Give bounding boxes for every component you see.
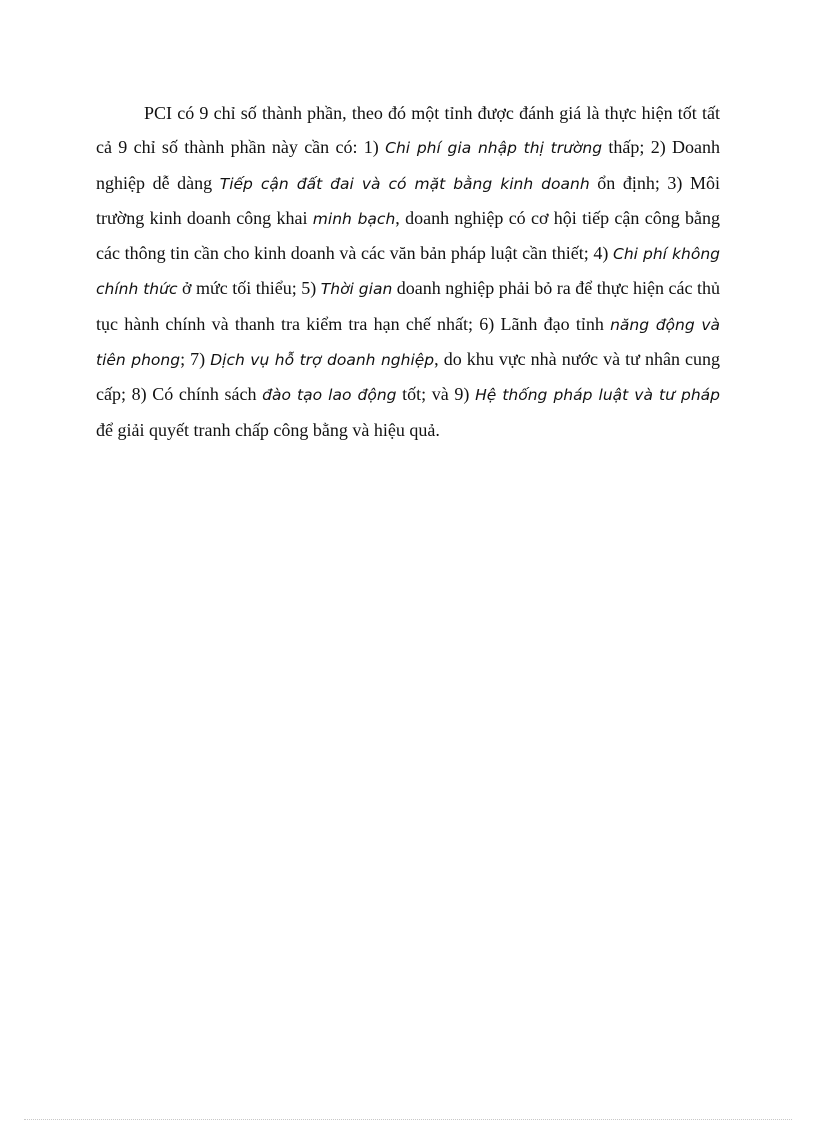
italic-term: Chi phí không chính thức (96, 245, 720, 299)
italic-term: Hệ thống pháp luật và tư pháp (475, 386, 720, 405)
italic-term: Tiếp cận đất đai và có mặt bằng kinh doanh (219, 174, 590, 193)
italic-term: đào tạo lao động (262, 386, 397, 405)
text-run: thấp; 2) Doanh nghiệp dễ dàng (96, 137, 721, 193)
text-run: để giải quyết tranh chấp công bằng và hiệu quả. (96, 419, 440, 440)
italic-term: minh bạch (312, 209, 396, 228)
italic-term: năng động và tiên phong (96, 315, 721, 370)
italic-term: Dịch vụ hỗ trợ doanh nghiệp (210, 351, 435, 370)
italic-term: Chi phí gia nhập thị trường (385, 139, 603, 158)
text-run: , doanh nghiệp có cơ hội tiếp cận công bằng các thông tin cần cho kinh doanh và các văn bản pháp luật cần thiết; 4) (96, 207, 720, 264)
page-bottom-divider (24, 1119, 792, 1120)
text-run: ở mức tối thiểu; 5) (177, 278, 321, 299)
text-run: ổn định; 3) Môi trường kinh doanh công khai (96, 172, 720, 228)
text-run: ; 7) (180, 349, 211, 370)
text-run: PCI có 9 chỉ số thành phần, theo đó một tỉnh được đánh giá là thực hiện tốt tất cả 9 chỉ số thành phần này cần có: 1) (96, 103, 720, 158)
text-run: tốt; và 9) (396, 384, 476, 405)
italic-term: Thời gian (320, 280, 393, 299)
body-paragraph (96, 96, 720, 447)
text-run: , do khu vực nhà nước và tư nhân cung cấp; 8) Có chính sách (96, 349, 720, 405)
text-run: doanh nghiệp phải bỏ ra để thực hiện các thủ tục hành chính và thanh tra kiểm tra hạn chế nhất; 6) Lãnh đạo tỉnh (96, 278, 720, 334)
